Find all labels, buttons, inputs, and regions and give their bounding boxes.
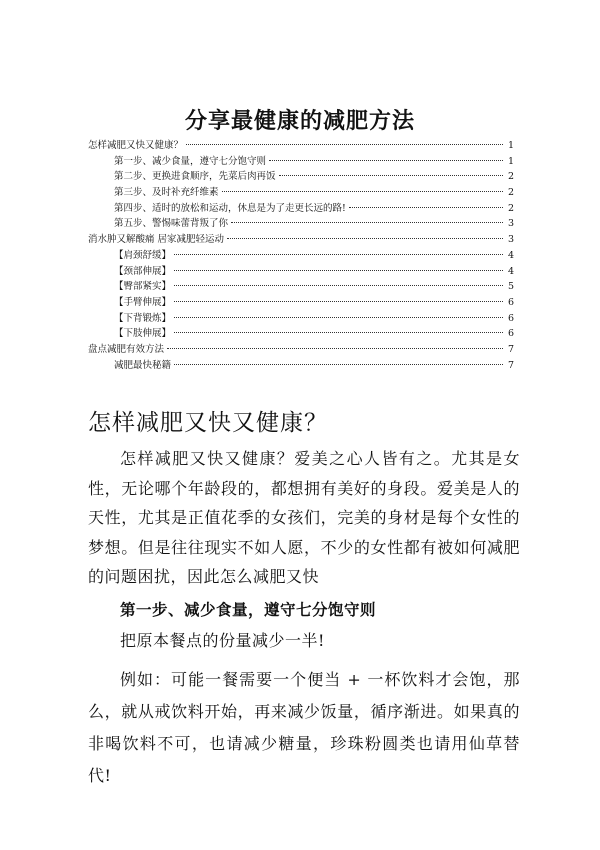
toc-entry[interactable] bbox=[88, 216, 514, 232]
toc-entry-title: 【肩颈舒缓】 bbox=[114, 249, 172, 261]
toc-entry[interactable] bbox=[88, 295, 514, 311]
toc-entry[interactable] bbox=[88, 169, 514, 185]
toc-entry-page: 6 bbox=[507, 312, 514, 324]
toc-dot-leader bbox=[279, 175, 503, 176]
toc-entry[interactable] bbox=[88, 201, 514, 217]
toc-entry-page: 4 bbox=[507, 265, 514, 277]
section-heading: 怎样减肥又快又健康？ bbox=[88, 410, 328, 436]
toc-entry-title: 【颈部伸展】 bbox=[114, 265, 172, 277]
toc-entry-title: 消水肿又解酸痛 居家减肥轻运动 bbox=[88, 234, 225, 246]
toc-entry-page: 1 bbox=[507, 140, 514, 151]
toc-entry-title: 第一步、减少食量，遵守七分饱守则 bbox=[114, 155, 267, 167]
toc-entry-title: 【手臂伸展】 bbox=[114, 296, 172, 308]
toc-entry[interactable] bbox=[88, 342, 514, 358]
toc-entry-title: 【下肢伸展】 bbox=[114, 328, 172, 340]
toc-dot-leader bbox=[174, 364, 503, 365]
toc-dot-leader bbox=[174, 254, 503, 255]
toc-entry-title: 第四步、适时的放松和运动，休息是为了走更长远的路! bbox=[114, 202, 346, 214]
step1-paragraph: 例如：可能一餐需要一个便当 + 一杯饮料才会饱，那么，就从戒饮料开始，再来减少饭量，循序渐进。如果真的非喝饮料不可，也请减少糖量，珍珠粉圆类也请用仙草替代! bbox=[88, 670, 520, 785]
toc-entry[interactable] bbox=[88, 358, 514, 374]
document-title: 分享最健康的减肥方法 bbox=[184, 109, 415, 134]
toc-dot-leader bbox=[349, 207, 503, 208]
toc-entry[interactable] bbox=[88, 138, 514, 154]
toc-entry-title: 第五步、警惕味蕾背叛了你 bbox=[114, 218, 229, 230]
toc-dot-leader bbox=[269, 160, 503, 161]
toc-entry-page: 3 bbox=[507, 234, 514, 246]
toc-entry[interactable] bbox=[88, 279, 514, 295]
toc-entry-page: 7 bbox=[507, 359, 514, 371]
table-of-contents bbox=[88, 138, 514, 373]
toc-entry-page: 6 bbox=[507, 328, 514, 340]
toc-dot-leader bbox=[174, 285, 503, 286]
toc-entry[interactable] bbox=[88, 264, 514, 280]
toc-entry-page: 7 bbox=[507, 343, 514, 355]
toc-dot-leader bbox=[174, 332, 503, 333]
toc-entry-title: 怎样减肥又快又健康？ bbox=[88, 140, 184, 151]
toc-dot-leader bbox=[222, 191, 503, 192]
toc-entry-page: 4 bbox=[507, 249, 514, 261]
toc-entry-page: 2 bbox=[507, 202, 514, 214]
toc-entry-title: 【臀部紧实】 bbox=[114, 281, 172, 293]
toc-entry[interactable] bbox=[88, 185, 514, 201]
toc-entry[interactable] bbox=[88, 154, 514, 170]
toc-entry[interactable] bbox=[88, 248, 514, 264]
toc-entry-page: 6 bbox=[507, 296, 514, 308]
toc-entry[interactable] bbox=[88, 232, 514, 248]
toc-dot-leader bbox=[231, 222, 503, 223]
toc-entry-title: 第二步、更换进食顺序，先菜后肉再饭 bbox=[114, 171, 276, 183]
step1-first-line: 把原本餐点的份量减少一半! bbox=[120, 631, 325, 650]
toc-dot-leader bbox=[174, 317, 503, 318]
toc-entry-title: 减肥最快秘籍 bbox=[114, 359, 172, 371]
toc-entry-page: 2 bbox=[507, 187, 514, 199]
toc-dot-leader bbox=[227, 238, 503, 239]
toc-entry-title: 【下背锻炼】 bbox=[114, 312, 172, 324]
step1-heading: 第一步、减少食量，遵守七分饱守则 bbox=[120, 601, 377, 619]
toc-dot-leader bbox=[186, 144, 503, 145]
toc-entry-title: 第三步、及时补充纤维素 bbox=[114, 187, 219, 199]
toc-entry-page: 5 bbox=[507, 281, 514, 293]
toc-entry[interactable] bbox=[88, 326, 514, 342]
intro-paragraph: 怎样减肥又快又健康？爱美之心人皆有之。尤其是女性，无论哪个年龄段的，都想拥有美好的身段。爱美是人的天性，尤其是正值花季的女孩们，完美的身材是每个女性的梦想。但是往往现实不如人愿，不少的女性都有被如何减肥的问题困扰，因此怎么减肥又快 bbox=[88, 449, 520, 586]
toc-dot-leader bbox=[167, 348, 503, 349]
toc-entry-page: 3 bbox=[507, 218, 514, 230]
toc-entry-page: 1 bbox=[507, 155, 514, 167]
toc-dot-leader bbox=[174, 301, 503, 302]
toc-entry-page: 2 bbox=[507, 171, 514, 183]
toc-entry[interactable] bbox=[88, 311, 514, 327]
toc-dot-leader bbox=[174, 270, 503, 271]
toc-entry-title: 盘点减肥有效方法 bbox=[88, 343, 165, 355]
